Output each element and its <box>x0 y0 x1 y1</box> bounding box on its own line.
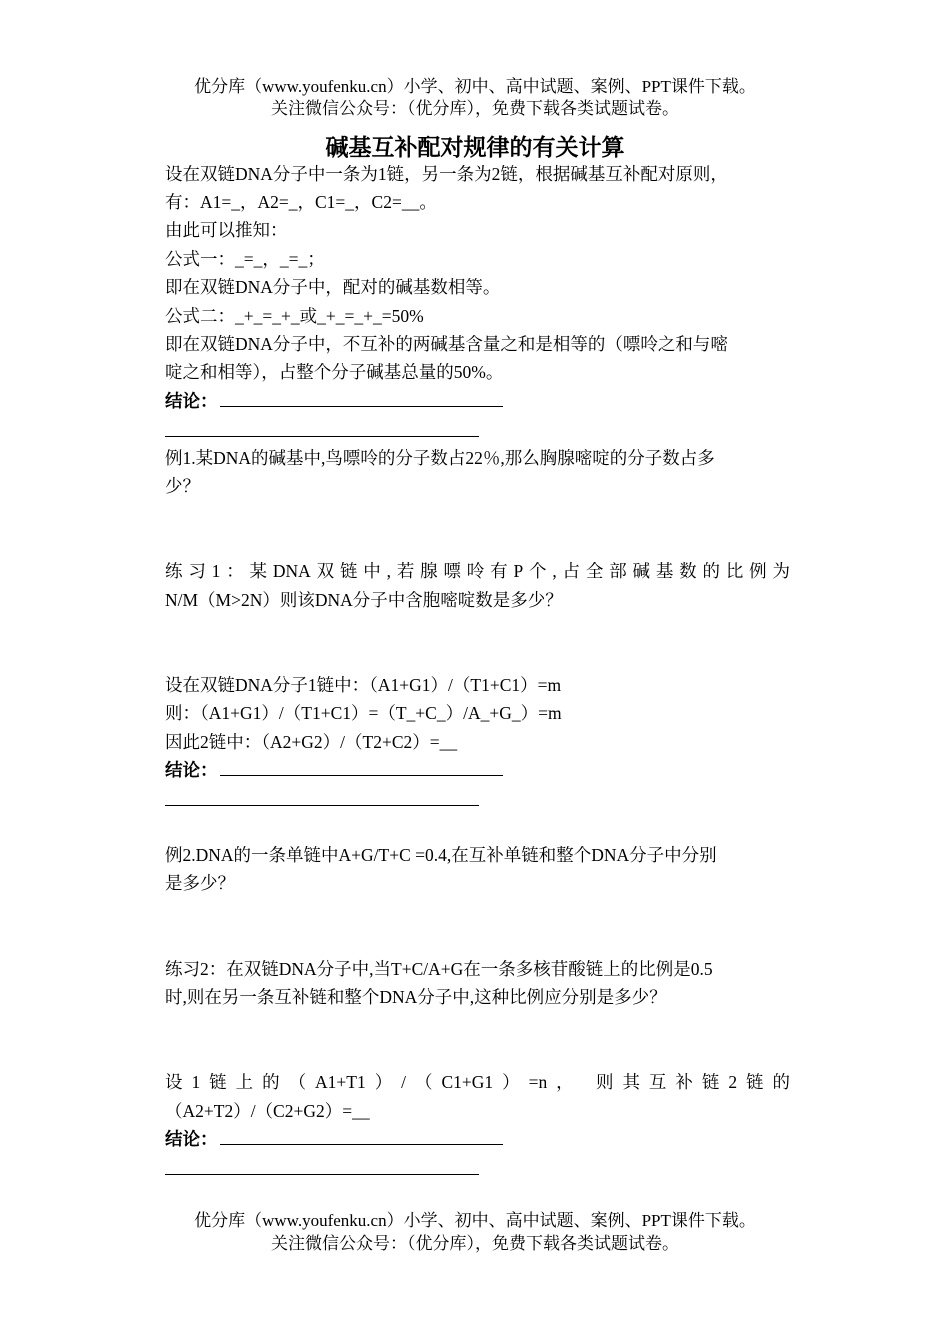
section1-line-7: 即在双链DNA分子中，不互补的两碱基含量之和是相等的（嘌呤之和与嘧 <box>165 334 728 354</box>
practice2-line-2: 时,则在另一条互补链和整个DNA分子中,这种比例应分别是多少？ <box>165 987 667 1007</box>
example1-line-1: 例1.某DNA的碱基中,鸟嘌呤的分子数占22％,那么胸腺嘧啶的分子数占多 <box>165 448 715 468</box>
practice2-line-1: 练习2：在双链DNA分子中,当T+C/A+G在一条多核苷酸链上的比例是0.5 <box>165 959 713 979</box>
conclusion-2 <box>165 756 790 784</box>
answer-rule <box>165 436 479 437</box>
conclusion-blank <box>220 757 503 776</box>
formula-one: 公式一：_=_，_=_； <box>165 249 325 269</box>
answer-rule <box>165 1174 479 1175</box>
section1-line-1: 设在双链DNA分子中一条为1链，另一条为2链，根据碱基互补配对原则， <box>165 164 728 184</box>
practice1-line-1: 练习1：某DNA双链中,若腺嘌呤有P个,占全部碱基数的比例为 <box>165 561 790 581</box>
page-title: 碱基互补配对规律的有关计算 <box>325 135 625 160</box>
conclusion-blank <box>220 388 503 407</box>
header-line-2: 关注微信公众号：（优分库），免费下载各类试题试卷。 <box>271 99 679 118</box>
answer-rule <box>165 805 479 806</box>
section2-line-1: 设在双链DNA分子1链中：（A1+G1）/（T1+C1）=m <box>165 675 562 695</box>
section1-line-5: 即在双链DNA分子中，配对的碱基数相等。 <box>165 277 501 297</box>
conclusion-label: 结论： <box>165 391 218 411</box>
example2-line-1: 例2.DNA的一条单链中A+G/T+C =0.4,在互补单链和整个DNA分子中分别 <box>165 845 717 865</box>
section2-line-3: 因此2链中：（A2+G2）/（T2+C2）=__ <box>165 732 458 752</box>
section3-line-1: 设1链上的（A1+T1）/（C1+G1）=n， 则其互补链2链的 <box>165 1072 790 1092</box>
conclusion-3 <box>165 1125 790 1153</box>
section1-line-3: 由此可以推知： <box>165 220 288 240</box>
conclusion-label: 结论： <box>165 1129 218 1149</box>
header-line-1: 优分库（www.youfenku.cn）小学、初中、高中试题、案例、PPT课件下载。 <box>194 77 756 96</box>
conclusion-label: 结论： <box>165 760 218 780</box>
conclusion-1 <box>165 387 790 415</box>
example2-line-2: 是多少？ <box>165 873 235 893</box>
conclusion-blank <box>220 1126 503 1145</box>
section1-line-8: 啶之和相等），占整个分子碱基总量的50%。 <box>165 362 504 382</box>
footer-line-2: 关注微信公众号：（优分库），免费下载各类试题试卷。 <box>271 1234 679 1253</box>
example1-line-2: 少？ <box>165 476 200 496</box>
section1-line-2: 有：A1=_，A2=_，C1=_，C2=__。 <box>165 192 437 212</box>
formula-two: 公式二：_+_=_+_或_+_=_+_=50% <box>165 306 424 326</box>
footer-line-1: 优分库（www.youfenku.cn）小学、初中、高中试题、案例、PPT课件下载。 <box>194 1211 756 1230</box>
section3-line-2: （A2+T2）/（C2+G2）=__ <box>165 1101 370 1121</box>
practice1-line-2: N/M（M>2N）则该DNA分子中含胞嘧啶数是多少？ <box>165 590 563 610</box>
section2-line-2: 则：（A1+G1）/（T1+C1）=（T_+C_）/A_+G_）=m <box>165 703 562 723</box>
